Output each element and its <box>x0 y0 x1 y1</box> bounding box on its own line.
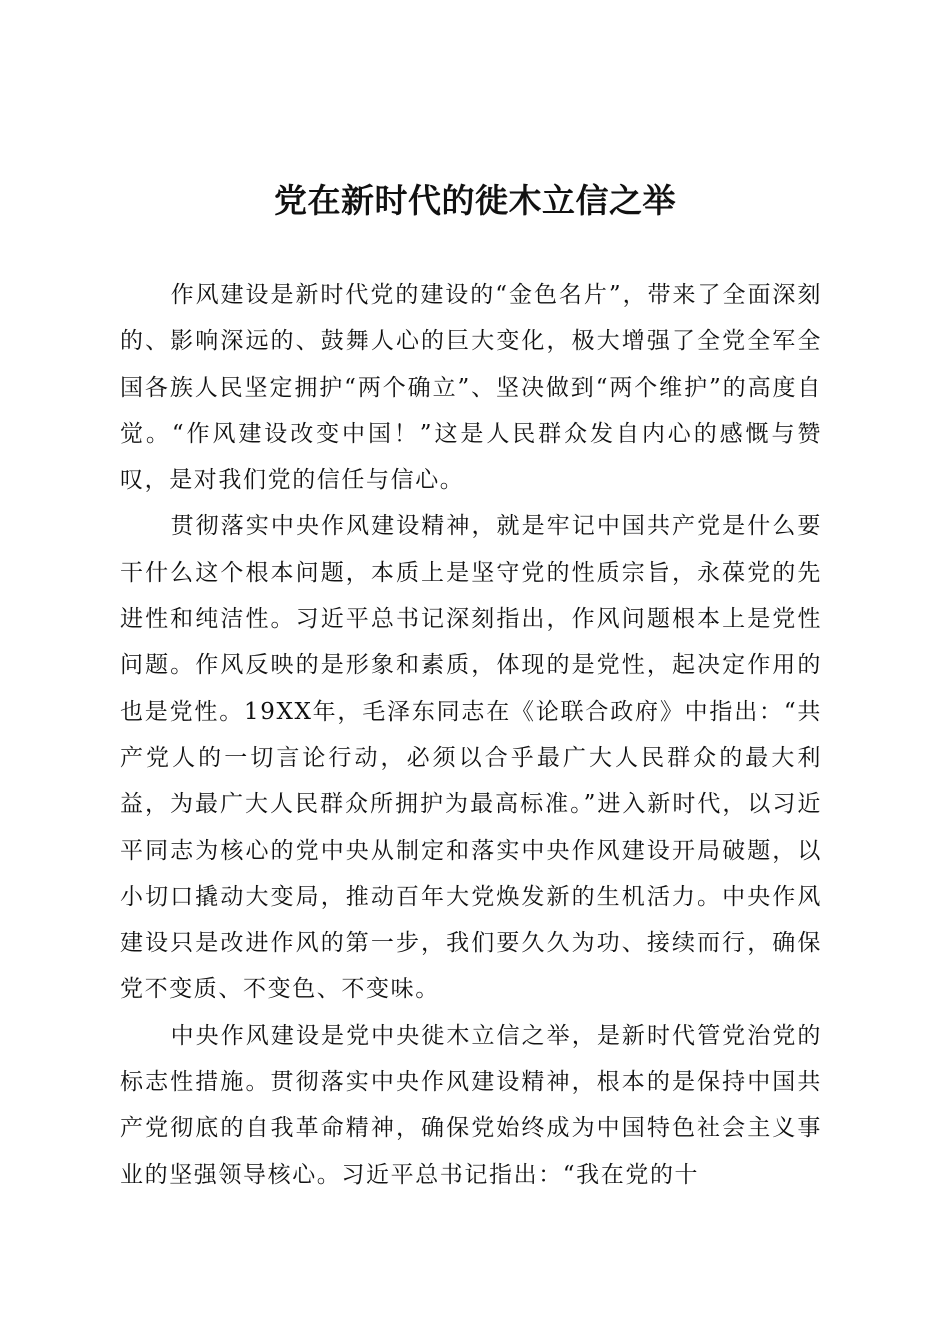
paragraph-1: 作风建设是新时代党的建设的“金色名片”，带来了全面深刻的、影响深远的、鼓舞人心的巨大变化，极大增强了全党全军全国各族人民坚定拥护“两个确立”、坚决做到“两个维护”的高度自觉。“作风建设改变中国！”这是人民群众发自内心的感慨与赞叹，是对我们党的信任与信心。 <box>120 282 822 494</box>
paragraph-3: 中央作风建设是党中央徙木立信之举，是新时代管党治党的标志性措施。贯彻落实中央作风建设精神，根本的是保持中国共产党彻底的自我革命精神，确保党始终成为中国特色社会主义事业的坚强领导核心。习近平总书记指出：“我在党的十 <box>120 1022 822 1188</box>
document-title: 党在新时代的徙木立信之举 <box>274 181 676 220</box>
document-body <box>120 272 822 1198</box>
paragraph-2: 贯彻落实中央作风建设精神，就是牢记中国共产党是什么要干什么这个根本问题，本质上是坚守党的性质宗旨，永葆党的先进性和纯洁性。习近平总书记深刻指出，作风问题根本上是党性问题。作风反映的是形象和素质，体现的是党性，起决定作用的也是党性。19XX年，毛泽东同志在《论联合政府》中指出：“共产党人的一切言论行动，必须以合乎最广大人民群众的最大利益，为最广大人民群众所拥护为最高标准。”进入新时代，以习近平同志为核心的党中央从制定和落实中央作风建设开局破题，以小切口撬动大变局，推动百年大党焕发新的生机活力。中央作风建设只是改进作风的第一步，我们要久久为功、接续而行，确保党不变质、不变色、不变味。 <box>120 513 822 1003</box>
